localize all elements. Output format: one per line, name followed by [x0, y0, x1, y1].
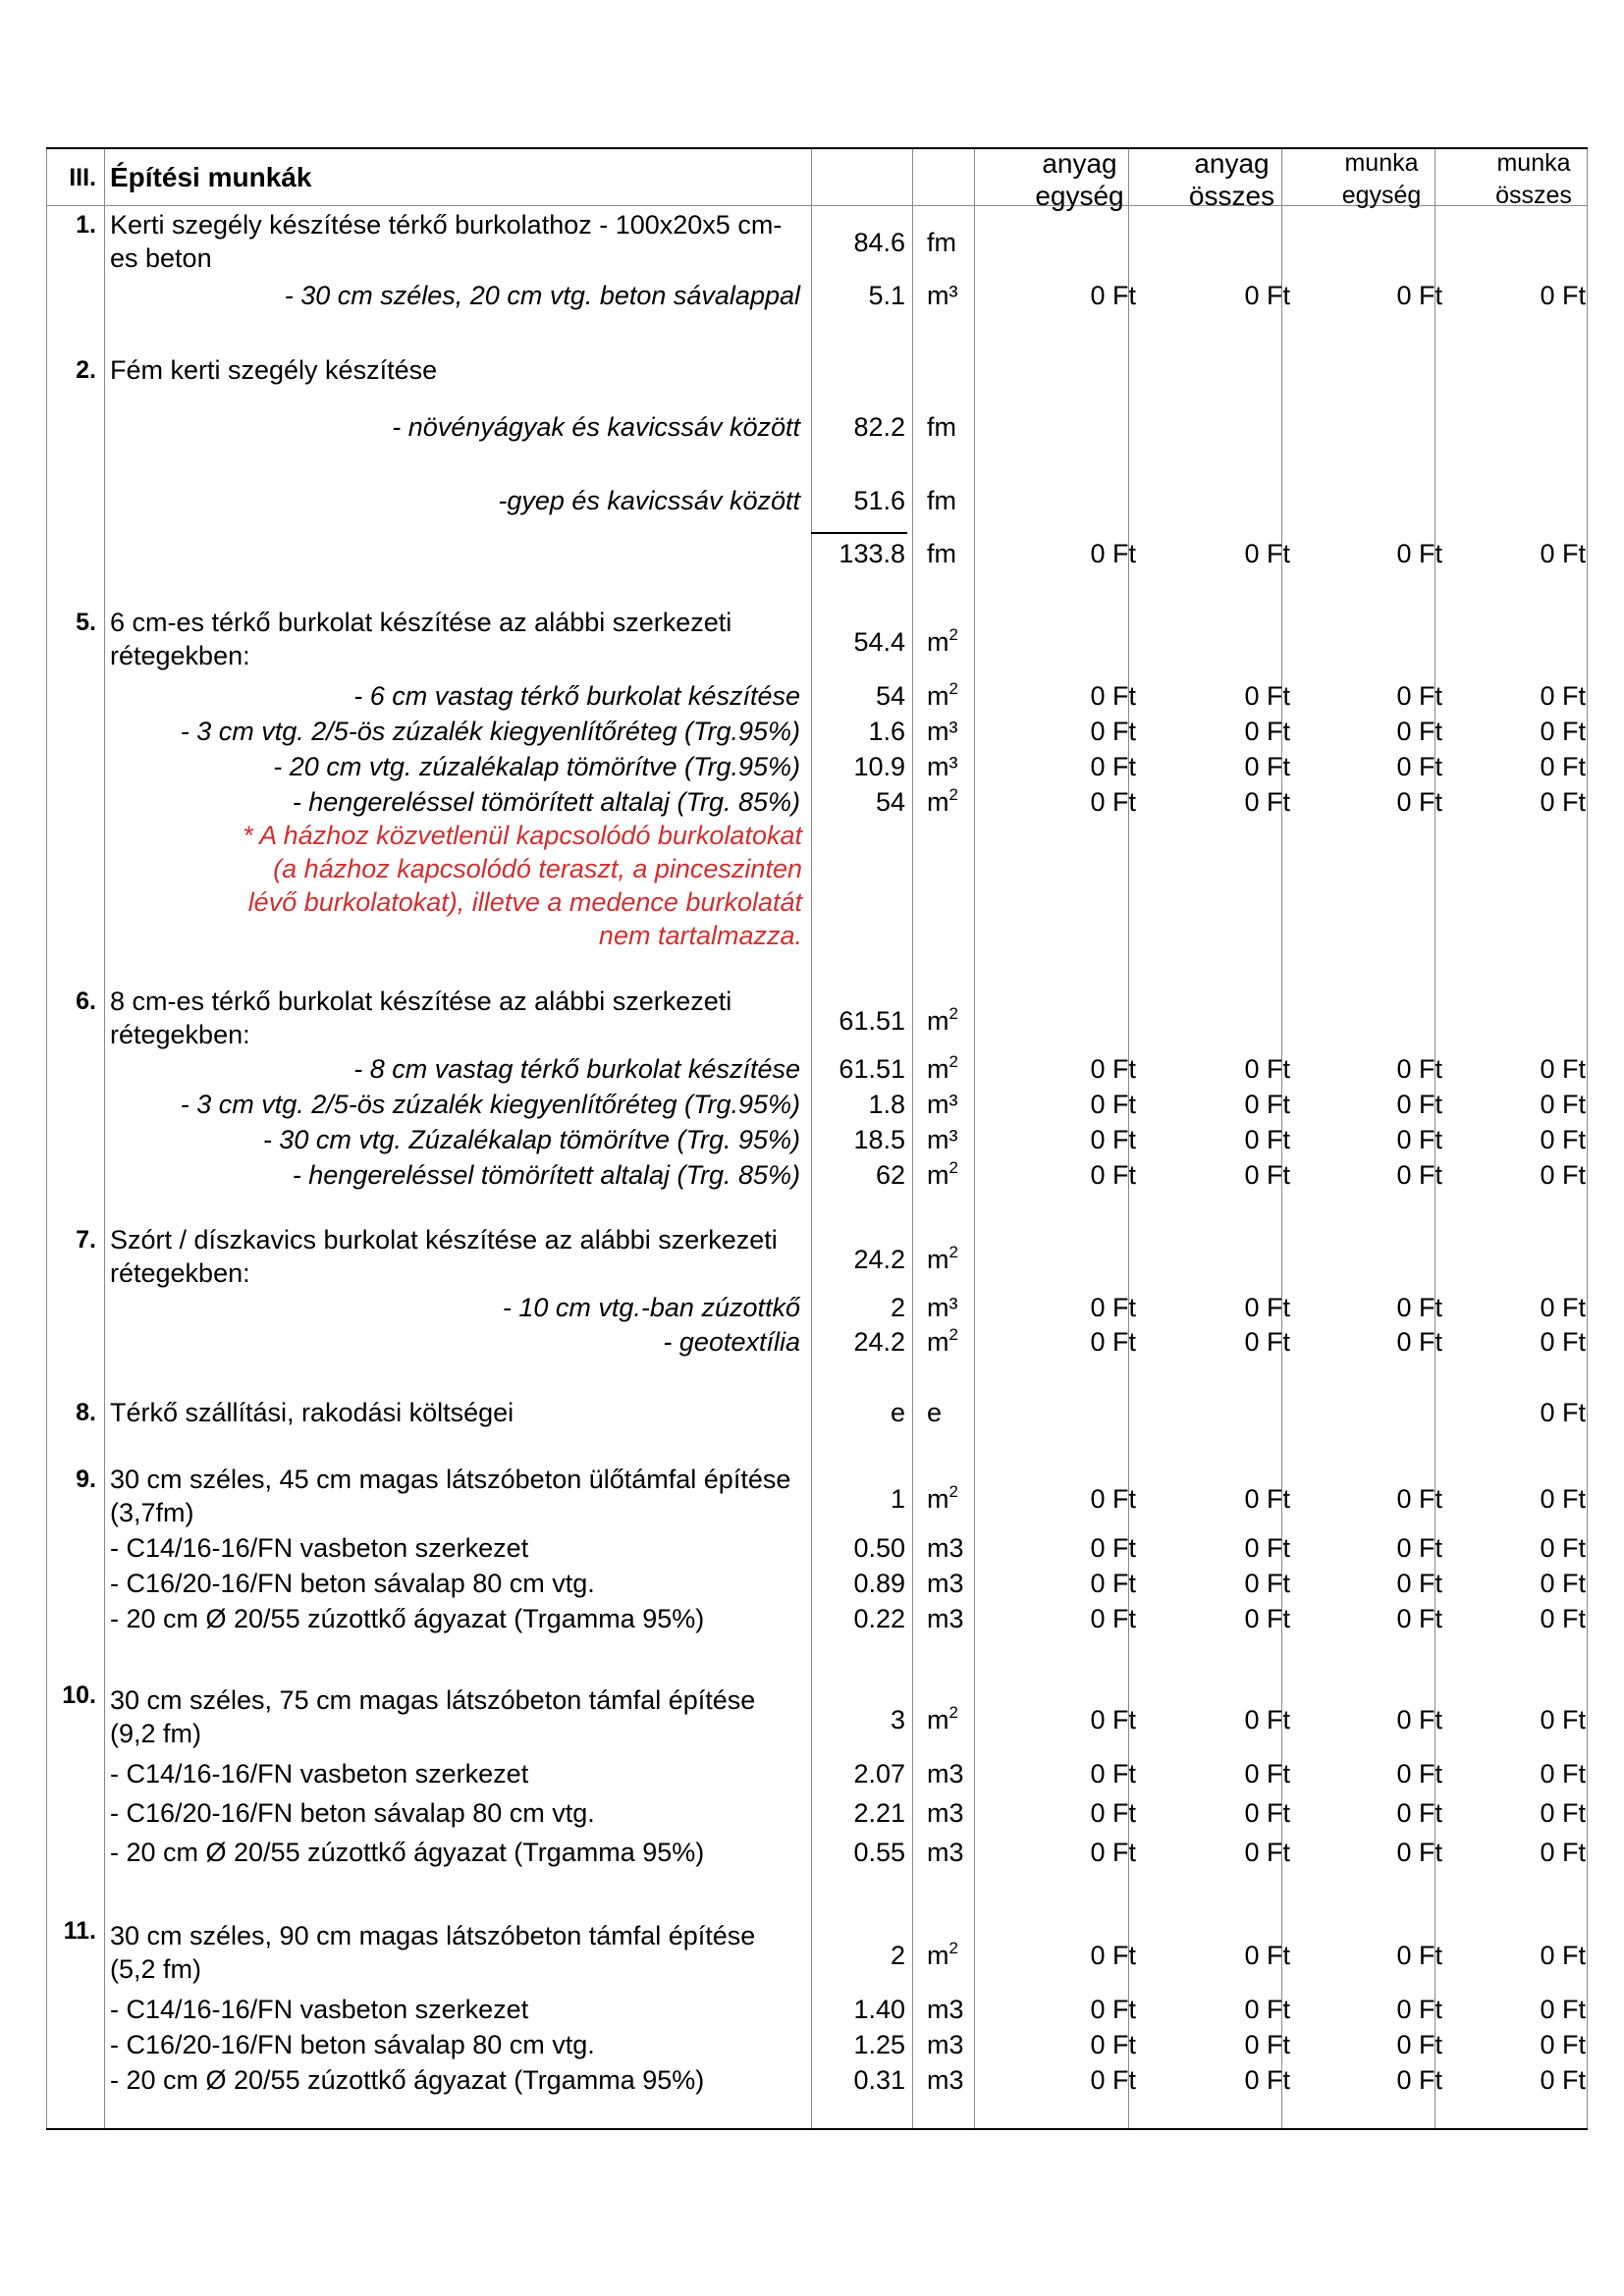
item-number: 1.	[76, 211, 96, 239]
unit: $m^2$	[927, 1482, 958, 1514]
section-title: Építési munkák	[110, 162, 312, 192]
price-anyag-egyseg: 0 Ft	[1090, 1995, 1136, 2024]
sub-item-description: - C16/20-16/FN beton sávalap 80 cm vtg.	[110, 2030, 595, 2059]
price-anyag-egyseg: 0 Ft	[1090, 1569, 1136, 1598]
price-anyag-egyseg: 0 Ft	[1090, 1125, 1136, 1154]
col-line	[1587, 147, 1588, 2130]
price-anyag-egyseg: 0 Ft	[1090, 1054, 1136, 1084]
item-description: 8 cm-es térkő burkolat készítése az alábbi szerkezeti rétegekben:	[110, 987, 732, 1049]
price-munka-osszes: 0 Ft	[1540, 539, 1586, 568]
unit: fm	[927, 412, 956, 442]
unit: fm	[927, 486, 956, 515]
quantity: 24.2	[853, 1327, 905, 1357]
price-munka-egyseg: 0 Ft	[1396, 681, 1442, 711]
quantity: 2.07	[853, 1759, 905, 1789]
price-anyag-egyseg: 0 Ft	[1090, 1941, 1136, 1970]
unit: m³	[927, 281, 958, 310]
unit-text: m	[927, 1705, 949, 1735]
price-anyag-osszes: 0 Ft	[1244, 1604, 1290, 1633]
price-anyag-osszes: 0 Ft	[1244, 539, 1290, 568]
quantity: 54	[875, 787, 905, 817]
price-munka-egyseg: 0 Ft	[1396, 1759, 1442, 1789]
quantity: 0.31	[853, 2065, 905, 2095]
price-munka-osszes: 0 Ft	[1540, 1533, 1586, 1563]
price-anyag-egyseg: 0 Ft	[1090, 1759, 1136, 1789]
price-anyag-osszes: 0 Ft	[1244, 1705, 1290, 1735]
item-description: 30 cm széles, 45 cm magas látszóbeton ülőtámfal építése (3,7fm)	[110, 1465, 791, 1527]
price-anyag-egyseg: 0 Ft	[1090, 539, 1136, 568]
quantity: 0.22	[853, 1604, 905, 1633]
price-anyag-osszes: 0 Ft	[1244, 1759, 1290, 1789]
unit: m3	[927, 1759, 964, 1789]
price-munka-egyseg: 0 Ft	[1396, 1090, 1442, 1119]
price-munka-egyseg: 0 Ft	[1396, 1995, 1442, 2024]
price-munka-osszes: 0 Ft	[1540, 1941, 1586, 1970]
price-anyag-osszes: 0 Ft	[1244, 1798, 1290, 1828]
price-munka-egyseg: 0 Ft	[1396, 717, 1442, 746]
quantity: 51.6	[853, 486, 905, 515]
price-munka-osszes: 0 Ft	[1540, 1398, 1586, 1427]
price-munka-osszes: 0 Ft	[1540, 1484, 1586, 1514]
item-number: 7.	[76, 1226, 96, 1254]
item-number: 11.	[63, 1917, 96, 1945]
unit: $m^2$	[927, 679, 958, 711]
quantity: 2	[890, 1941, 905, 1970]
sub-item-description: - 30 cm széles, 20 cm vtg. beton sávalappal	[284, 281, 800, 310]
price-anyag-osszes: 0 Ft	[1244, 1054, 1290, 1084]
price-anyag-osszes: 0 Ft	[1244, 787, 1290, 817]
price-anyag-egyseg: 0 Ft	[1090, 281, 1136, 310]
unit: $m^2$	[927, 1939, 958, 1970]
subtotal-quantity: 133.8	[839, 539, 905, 568]
price-munka-egyseg: 0 Ft	[1396, 2030, 1442, 2059]
price-munka-egyseg: 0 Ft	[1396, 752, 1442, 781]
sub-item-description: - 20 cm Ø 20/55 zúzottkő ágyazat (Trgamma 95%)	[110, 1604, 705, 1633]
quantity: 1.40	[853, 1995, 905, 2024]
unit-text: m	[927, 627, 949, 657]
price-anyag-osszes: 0 Ft	[1244, 752, 1290, 781]
sub-item-description: - C14/16-16/FN vasbeton szerkezet	[110, 1759, 529, 1789]
quantity: 0.89	[853, 1569, 905, 1598]
price-munka-egyseg: 0 Ft	[1396, 1293, 1442, 1322]
unit-text: m	[927, 1941, 949, 1970]
unit: m³	[927, 752, 958, 781]
item-description: Térkő szállítási, rakodási költségei	[110, 1398, 514, 1427]
price-munka-egyseg: 0 Ft	[1396, 2065, 1442, 2095]
price-munka-egyseg: 0 Ft	[1396, 1569, 1442, 1598]
sub-item-description: - C14/16-16/FN vasbeton szerkezet	[110, 1533, 529, 1563]
quantity: 61.51	[839, 1054, 905, 1084]
item-number: 10.	[62, 1682, 96, 1709]
item-number: 5.	[76, 609, 96, 636]
item-description: 30 cm széles, 75 cm magas látszóbeton támfal építése (9,2 fm)	[110, 1685, 756, 1748]
price-anyag-egyseg: 0 Ft	[1090, 681, 1136, 711]
price-munka-osszes: 0 Ft	[1540, 717, 1586, 746]
sub-item-description: - hengereléssel tömörített altalaj (Trg. 85%)	[292, 787, 800, 817]
item-description: Kerti szegély készítése térkő burkolathoz - 100x20x5 cm-es beton	[110, 210, 783, 273]
price-anyag-egyseg: 0 Ft	[1090, 1293, 1136, 1322]
unit: m³	[927, 717, 958, 746]
cost-table	[46, 147, 1588, 2130]
price-anyag-egyseg: 0 Ft	[1090, 1160, 1136, 1190]
price-anyag-egyseg: 0 Ft	[1090, 1705, 1136, 1735]
price-anyag-osszes: 0 Ft	[1244, 1484, 1290, 1514]
unit: $m^2$	[927, 785, 958, 817]
item-description: 6 cm-es térkő burkolat készítése az alábbi szerkezeti rétegekben:	[110, 608, 732, 670]
price-munka-osszes: 0 Ft	[1540, 787, 1586, 817]
unit-text: m	[927, 1327, 949, 1357]
unit-text: m	[927, 681, 949, 711]
price-anyag-egyseg: 0 Ft	[1090, 2030, 1136, 2059]
item-description: Fém kerti szegély készítése	[110, 355, 438, 385]
quantity: 2	[890, 1293, 905, 1322]
price-anyag-osszes: 0 Ft	[1244, 681, 1290, 711]
col-line	[104, 147, 105, 2130]
quantity: 0.50	[853, 1533, 905, 1563]
price-munka-osszes: 0 Ft	[1540, 281, 1586, 310]
price-munka-osszes: 0 Ft	[1540, 1798, 1586, 1828]
price-munka-osszes: 0 Ft	[1540, 1705, 1586, 1735]
item-number: 6.	[76, 988, 96, 1015]
unit: m3	[927, 2065, 964, 2095]
price-anyag-osszes: 0 Ft	[1244, 281, 1290, 310]
unit: m³	[927, 1293, 958, 1322]
price-anyag-egyseg: 0 Ft	[1090, 2065, 1136, 2095]
price-munka-egyseg: 0 Ft	[1396, 281, 1442, 310]
unit: e	[927, 1398, 943, 1427]
price-munka-osszes: 0 Ft	[1540, 2030, 1586, 2059]
price-munka-egyseg: 0 Ft	[1396, 1125, 1442, 1154]
quantity: 84.6	[853, 228, 905, 257]
price-munka-osszes: 0 Ft	[1540, 1327, 1586, 1357]
price-munka-osszes: 0 Ft	[1540, 1838, 1586, 1867]
price-anyag-osszes: 0 Ft	[1244, 2030, 1290, 2059]
sub-item-description: - 3 cm vtg. 2/5-ös zúzalék kiegyenlítőréteg (Trg.95%)	[180, 1090, 800, 1119]
price-anyag-osszes: 0 Ft	[1244, 2065, 1290, 2095]
unit: m3	[927, 1838, 964, 1867]
unit: $m^2$	[927, 1158, 958, 1190]
col-header-munka-egyseg: munka egység	[1341, 149, 1422, 209]
unit: m3	[927, 1798, 964, 1828]
unit: $m^2$	[927, 1052, 958, 1084]
price-munka-osszes: 0 Ft	[1540, 1090, 1586, 1119]
price-anyag-osszes: 0 Ft	[1244, 1160, 1290, 1190]
price-munka-osszes: 0 Ft	[1540, 2065, 1586, 2095]
price-munka-osszes: 0 Ft	[1540, 681, 1586, 711]
price-anyag-osszes: 0 Ft	[1244, 1293, 1290, 1322]
price-munka-egyseg: 0 Ft	[1396, 1327, 1442, 1357]
price-munka-osszes: 0 Ft	[1540, 752, 1586, 781]
unit: $m^2$	[927, 1243, 958, 1274]
unit: m³	[927, 1125, 958, 1154]
price-anyag-osszes: 0 Ft	[1244, 1125, 1290, 1154]
price-munka-osszes: 0 Ft	[1540, 1054, 1586, 1084]
subtotal-line	[811, 532, 907, 534]
col-header-munka-osszes: munka összes	[1495, 149, 1572, 209]
quantity: 2.21	[853, 1798, 905, 1828]
sub-item-description: - 20 cm vtg. zúzalékalap tömörítve (Trg.95%)	[273, 752, 800, 781]
quantity: e	[890, 1398, 905, 1427]
unit: m3	[927, 2030, 964, 2059]
quantity: 1.8	[868, 1090, 905, 1119]
item-number: 2.	[76, 356, 96, 384]
sub-item-description: - 20 cm Ø 20/55 zúzottkő ágyazat (Trgamma 95%)	[110, 1838, 705, 1867]
sub-item-description: - C16/20-16/FN beton sávalap 80 cm vtg.	[110, 1798, 595, 1828]
price-munka-egyseg: 0 Ft	[1396, 1054, 1442, 1084]
price-anyag-egyseg: 0 Ft	[1090, 717, 1136, 746]
unit-text: m	[927, 787, 949, 817]
price-anyag-osszes: 0 Ft	[1244, 1533, 1290, 1563]
price-anyag-egyseg: 0 Ft	[1090, 1798, 1136, 1828]
price-munka-egyseg: 0 Ft	[1396, 1838, 1442, 1867]
quantity: 1	[890, 1484, 905, 1514]
price-munka-osszes: 0 Ft	[1540, 1160, 1586, 1190]
col-header-anyag-osszes: anyag összes	[1188, 148, 1275, 211]
col-line	[912, 147, 913, 2130]
quantity: 3	[890, 1705, 905, 1735]
price-anyag-egyseg: 0 Ft	[1090, 752, 1136, 781]
price-anyag-egyseg: 0 Ft	[1090, 1090, 1136, 1119]
quantity: 54	[875, 681, 905, 711]
price-anyag-egyseg: 0 Ft	[1090, 1604, 1136, 1633]
price-anyag-osszes: 0 Ft	[1244, 1941, 1290, 1970]
price-anyag-egyseg: 0 Ft	[1090, 787, 1136, 817]
price-anyag-osszes: 0 Ft	[1244, 1569, 1290, 1598]
section-number: III.	[69, 164, 96, 191]
price-munka-egyseg: 0 Ft	[1396, 787, 1442, 817]
unit: m3	[927, 1995, 964, 2024]
quantity: 0.55	[853, 1838, 905, 1867]
price-munka-egyseg: 0 Ft	[1396, 1533, 1442, 1563]
price-anyag-egyseg: 0 Ft	[1090, 1484, 1136, 1514]
item-number: 8.	[76, 1399, 96, 1426]
sub-item-description: - 30 cm vtg. Zúzalékalap tömörítve (Trg. 95%)	[262, 1125, 800, 1154]
sub-item-description: -gyep és kavicssáv között	[498, 486, 800, 515]
quantity: 24.2	[853, 1245, 905, 1274]
table-bottom-border	[46, 2128, 1588, 2130]
unit: m³	[927, 1090, 958, 1119]
item-number: 9.	[76, 1466, 96, 1493]
quantity: 54.4	[853, 627, 905, 657]
unit-text: m	[927, 1245, 949, 1274]
quantity: 1.6	[868, 717, 905, 746]
sub-item-description: - 3 cm vtg. 2/5-ös zúzalék kiegyenlítőréteg (Trg.95%)	[180, 717, 800, 746]
sub-item-description: - 8 cm vastag térkő burkolat készítése	[353, 1054, 800, 1084]
sub-item-description: - geotextília	[663, 1327, 800, 1357]
sub-item-description: - hengereléssel tömörített altalaj (Trg. 85%)	[292, 1160, 800, 1190]
price-anyag-osszes: 0 Ft	[1244, 1327, 1290, 1357]
price-munka-osszes: 0 Ft	[1540, 1995, 1586, 2024]
unit-text: m	[927, 1484, 949, 1514]
exclusion-note: * A házhoz közvetlenül kapcsolódó burkolatokat (a házhoz kapcsolódó teraszt, a pinceszinten lévő burkolatokat), illetve a medence burkolatát nem tartalmazza.	[243, 821, 802, 950]
unit: $m^2$	[927, 1703, 958, 1735]
price-munka-egyseg: 0 Ft	[1396, 539, 1442, 568]
quantity: 62	[875, 1160, 905, 1190]
quantity: 18.5	[853, 1125, 905, 1154]
price-anyag-osszes: 0 Ft	[1244, 1995, 1290, 2024]
price-anyag-osszes: 0 Ft	[1244, 1090, 1290, 1119]
price-munka-osszes: 0 Ft	[1540, 1759, 1586, 1789]
quantity: 5.1	[868, 281, 905, 310]
quantity: 1.25	[853, 2030, 905, 2059]
quantity: 10.9	[853, 752, 905, 781]
item-description: 30 cm széles, 90 cm magas látszóbeton támfal építése (5,2 fm)	[110, 1921, 756, 1984]
price-munka-egyseg: 0 Ft	[1396, 1604, 1442, 1633]
unit-text: m	[927, 1160, 949, 1190]
sub-item-description: - C14/16-16/FN vasbeton szerkezet	[110, 1995, 529, 2024]
unit: m3	[927, 1604, 964, 1633]
sub-item-description: - 20 cm Ø 20/55 zúzottkő ágyazat (Trgamma 95%)	[110, 2065, 705, 2095]
unit-text: m	[927, 1006, 949, 1036]
price-anyag-egyseg: 0 Ft	[1090, 1327, 1136, 1357]
price-munka-egyseg: 0 Ft	[1396, 1798, 1442, 1828]
price-munka-egyseg: 0 Ft	[1396, 1484, 1442, 1514]
item-description: Szórt / díszkavics burkolat készítése az alábbi szerkezeti rétegekben:	[110, 1225, 778, 1288]
price-anyag-egyseg: 0 Ft	[1090, 1838, 1136, 1867]
price-munka-osszes: 0 Ft	[1540, 1569, 1586, 1598]
price-munka-osszes: 0 Ft	[1540, 1293, 1586, 1322]
unit: m3	[927, 1569, 964, 1598]
unit: $m^2$	[927, 1325, 958, 1357]
unit: fm	[927, 228, 956, 257]
unit: fm	[927, 539, 956, 568]
unit: $m^2$	[927, 1004, 958, 1036]
sub-item-description: - növényágyak és kavicssáv között	[392, 412, 800, 442]
sub-item-description: - 10 cm vtg.-ban zúzottkő	[502, 1293, 800, 1322]
quantity: 61.51	[839, 1006, 905, 1036]
unit: m3	[927, 1533, 964, 1563]
price-anyag-osszes: 0 Ft	[1244, 1838, 1290, 1867]
col-header-anyag-egyseg: anyag egység	[1035, 148, 1124, 211]
price-munka-egyseg: 0 Ft	[1396, 1941, 1442, 1970]
col-line	[46, 147, 47, 2130]
price-munka-egyseg: 0 Ft	[1396, 1160, 1442, 1190]
price-munka-osszes: 0 Ft	[1540, 1125, 1586, 1154]
unit-text: m	[927, 1054, 949, 1084]
unit: $m^2$	[927, 625, 958, 657]
quantity: 82.2	[853, 412, 905, 442]
price-munka-egyseg: 0 Ft	[1396, 1705, 1442, 1735]
price-munka-osszes: 0 Ft	[1540, 1604, 1586, 1633]
price-anyag-osszes: 0 Ft	[1244, 717, 1290, 746]
sub-item-description: - C16/20-16/FN beton sávalap 80 cm vtg.	[110, 1569, 595, 1598]
price-anyag-egyseg: 0 Ft	[1090, 1533, 1136, 1563]
sub-item-description: - 6 cm vastag térkő burkolat készítése	[353, 681, 800, 711]
